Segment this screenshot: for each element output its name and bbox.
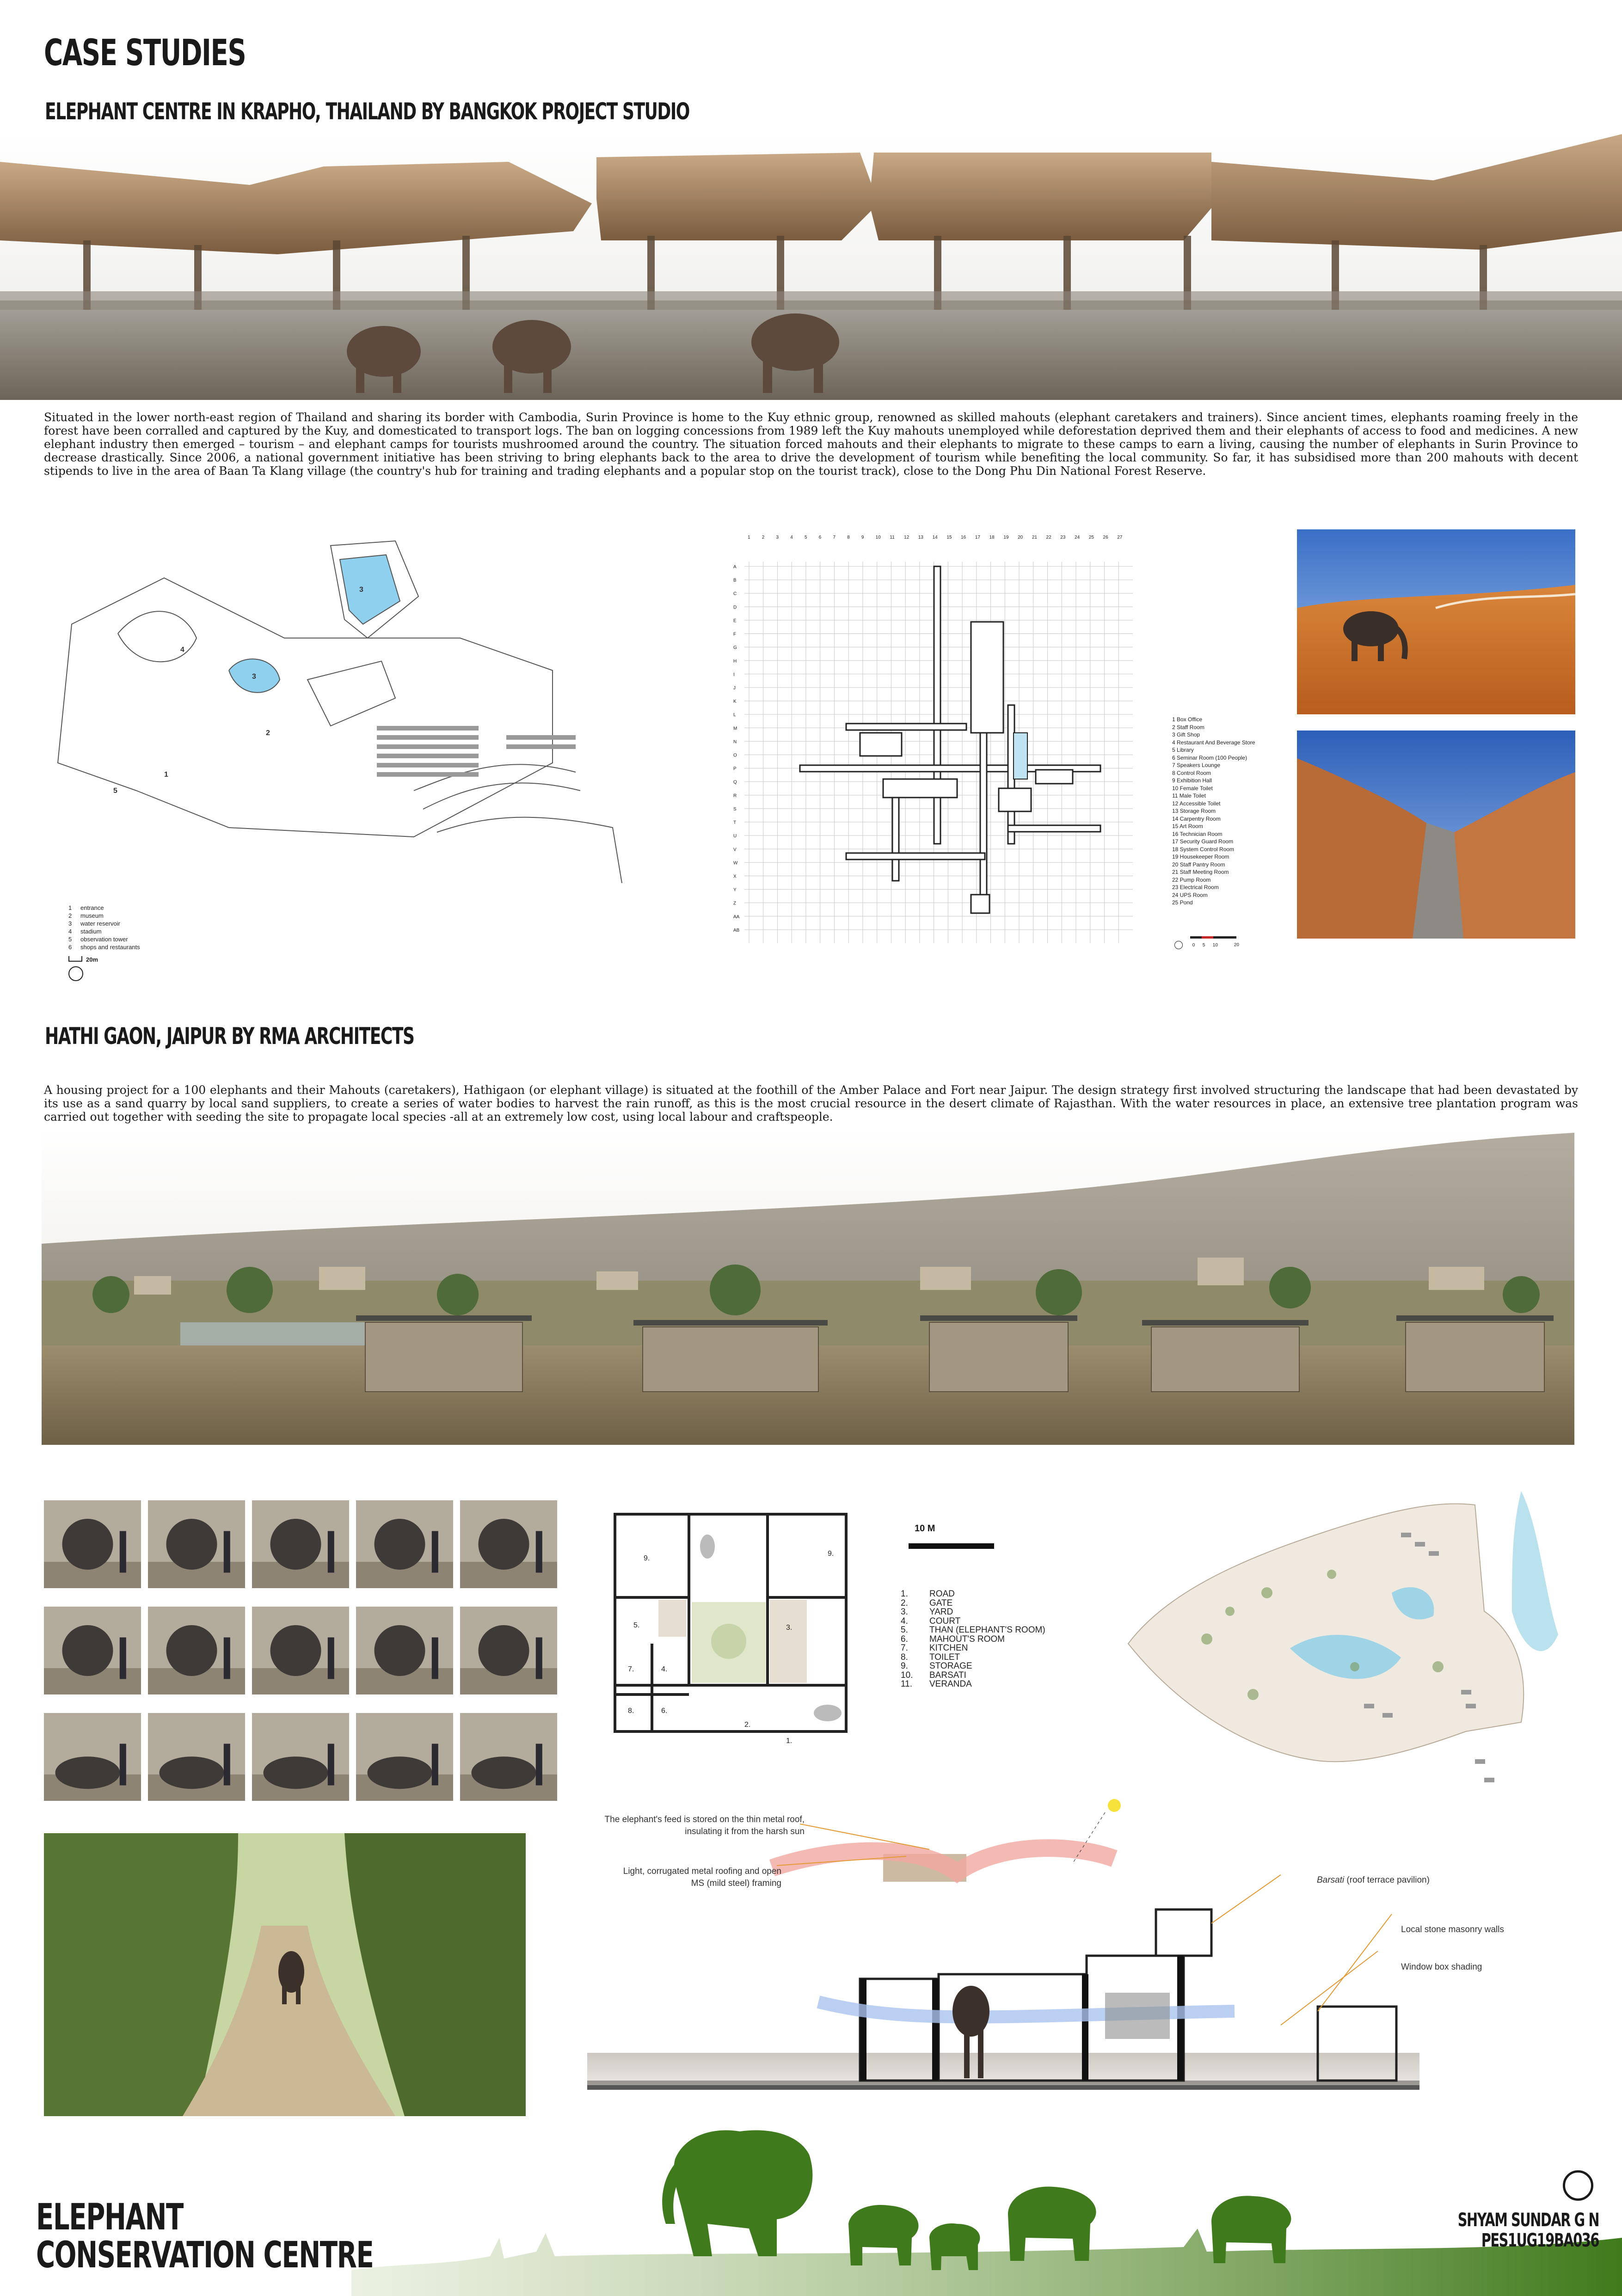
krapho-site-plan xyxy=(44,532,673,948)
hathigaon-path-photo xyxy=(44,1833,526,2116)
legend-item: 3 water reservoir xyxy=(68,920,120,927)
elephant-photo-tile xyxy=(44,1500,141,1588)
study2-heading: HATHI GAON, JAIPUR BY RMA ARCHITECTS xyxy=(45,1023,414,1050)
legend-item: 2 Staff Room xyxy=(1172,724,1204,731)
legend-item: 7 Speakers Lounge xyxy=(1172,762,1221,768)
legend-item: 21 Staff Meeting Room xyxy=(1172,869,1229,875)
legend-item: 6 Seminar Room (100 People) xyxy=(1172,754,1247,761)
grid-row-label: R xyxy=(733,793,737,798)
grid-row-label: O xyxy=(733,753,737,758)
grid-column-label: 5 xyxy=(804,535,807,540)
grid-column-label: 19 xyxy=(1003,535,1009,540)
elephant-silhouette-banner xyxy=(351,2099,1622,2296)
legend-item: 7. KITCHEN xyxy=(901,1643,968,1653)
grid-column-label: 9 xyxy=(861,535,864,540)
north-arrow-icon xyxy=(68,966,83,981)
site-label-5: 5 xyxy=(113,787,117,795)
grid-row-label: M xyxy=(733,726,737,731)
legend-item: 17 Security Guard Room xyxy=(1172,838,1234,845)
study1-paragraph: Situated in the lower north-east region of Thailand and sharing its border with Cambodia, Surin Province is home to the Kuy ethnic group, renowned as skilled mahouts (elephant caretakers and trainers). Since ancient times, elephants roaming freely in the forest have been corralled and captured by the Kuy, and domesticated to transport logs. The ban on logging concessions from 1989 left the Kuy mahouts unemployed while deforestation deprived them and their elephants of access to food and medicines. A new elephant industry then emerged – tourism – and elephant camps for tourists mushroomed around the country. The situation forced mahouts and their elephants to migrate to these camps to earn a living, causing the number of elephants in Surin Province to decrease drastically. Since 2006, a national government initiative has been striving to bring elephants back to the area to drive the development of tourism while benefiting the local community. So far, it has subsidised more than 200 mahouts with decent stipends to live in the area of Baan Ta Klang village (the country's hub for training and trading elephants and a popular stop on the tourist track), close to the Dong Phu Din National Forest Reserve. xyxy=(44,411,1578,478)
plan-room-label: 6. xyxy=(661,1707,668,1715)
hathigaon-section-drawing xyxy=(587,1794,1577,2099)
hathigaon-unit-plan xyxy=(610,1510,851,1745)
grid-row-label: P xyxy=(733,766,737,772)
legend-item: 23 Electrical Room xyxy=(1172,884,1219,890)
legend-item: 20 Staff Pantry Room xyxy=(1172,861,1225,868)
legend-item: 1. ROAD xyxy=(901,1589,955,1599)
legend-item: 9. STORAGE xyxy=(901,1661,972,1671)
grid-column-label: 14 xyxy=(932,535,938,540)
grid-row-label: A xyxy=(733,565,737,570)
scale-bar-icon xyxy=(68,956,82,962)
legend-item: 19 Housekeeper Room xyxy=(1172,853,1229,860)
legend-item: 3 Gift Shop xyxy=(1172,731,1200,738)
elephant-photo-tile xyxy=(460,1500,557,1588)
legend-item: 2. GATE xyxy=(901,1598,953,1608)
floor-plan-legend xyxy=(1172,716,1255,907)
grid-row-label: N xyxy=(733,739,737,745)
legend-item: 5 Library xyxy=(1172,747,1194,753)
grid-column-label: 24 xyxy=(1075,535,1080,540)
grid-row-label: H xyxy=(733,658,737,664)
plan-room-label: 4. xyxy=(661,1665,668,1673)
grid-row-label: Q xyxy=(733,780,737,785)
unit-plan-legend xyxy=(901,1590,1045,1689)
site-label-3a: 3 xyxy=(359,586,363,594)
grid-column-label: 21 xyxy=(1032,535,1037,540)
legend-item: 11. VERANDA xyxy=(901,1679,972,1689)
footer-author: SHYAM SUNDAR G N xyxy=(1457,2210,1599,2231)
footer-author-block xyxy=(1458,2210,1599,2251)
grid-column-label: 26 xyxy=(1103,535,1108,540)
grid-row-label: U xyxy=(733,834,737,839)
plan-room-label: 5. xyxy=(633,1621,640,1629)
footer-title-line1: ELEPHANT xyxy=(36,2197,183,2238)
elephant-photo-tile xyxy=(356,1607,453,1694)
grid-column-label: 2 xyxy=(762,535,765,540)
page-title: CASE STUDIES xyxy=(44,32,246,74)
grid-row-label: B xyxy=(733,578,737,583)
plan-room-label: 8. xyxy=(628,1707,634,1715)
grid-row-label: E xyxy=(733,618,737,624)
study1-heading: ELEPHANT CENTRE IN KRAPHO, THAILAND BY BANGKOK PROJECT STUDIO xyxy=(45,98,689,125)
legend-item: 10 Female Toilet xyxy=(1172,785,1213,792)
grid-column-label: 22 xyxy=(1046,535,1051,540)
grid-column-label: 13 xyxy=(918,535,924,540)
site-scale-label: 20m xyxy=(86,956,98,963)
plan-room-label: 9. xyxy=(644,1554,650,1562)
grid-row-label: T xyxy=(733,820,737,826)
grid-row-label: Y xyxy=(733,887,737,893)
grid-column-label: 18 xyxy=(989,535,995,540)
grid-row-label: K xyxy=(733,699,737,705)
plan-room-label: 1. xyxy=(786,1737,793,1745)
legend-item: 4. COURT xyxy=(901,1616,961,1626)
grid-row-label: D xyxy=(733,605,737,610)
legend-item: 12 Accessible Toilet xyxy=(1172,800,1221,807)
legend-item: 2 museum xyxy=(68,912,104,919)
grid-row-label: W xyxy=(733,860,738,866)
elephant-photo-tile xyxy=(252,1713,349,1801)
elephant-photo-tile xyxy=(460,1607,557,1694)
grid-row-label: L xyxy=(733,712,736,718)
elephant-photo-tile xyxy=(252,1607,349,1694)
legend-item: 6. MAHOUT'S ROOM xyxy=(901,1634,1005,1644)
elephant-photo-tile xyxy=(356,1500,453,1588)
site-label-1: 1 xyxy=(164,771,168,779)
grid-row-label: V xyxy=(733,847,737,853)
plan-room-label: 2. xyxy=(744,1721,751,1729)
hathigaon-elephant-photo-grid xyxy=(44,1500,566,1801)
site-plan-legend xyxy=(68,904,140,983)
legend-item: 6 shops and restaurants xyxy=(68,944,140,951)
hathigaon-panorama-photo xyxy=(42,1128,1574,1445)
section-note-shading: Window box shading xyxy=(1401,1962,1482,1972)
grid-row-label: Z xyxy=(733,901,737,906)
grid-row-label: AA xyxy=(733,914,740,920)
elephant-photo-tile xyxy=(44,1607,141,1694)
legend-item: 4 Restaurant And Beverage Store xyxy=(1172,739,1255,746)
grid-column-label: 15 xyxy=(946,535,952,540)
legend-item: 24 UPS Room xyxy=(1172,891,1208,898)
legend-item: 4 stadium xyxy=(68,928,102,935)
grid-column-label: 23 xyxy=(1060,535,1066,540)
grid-column-label: 10 xyxy=(875,535,881,540)
legend-item: 11 Male Toilet xyxy=(1172,792,1206,799)
elephant-photo-tile xyxy=(356,1713,453,1801)
footer-title xyxy=(36,2198,373,2274)
study2-paragraph: A housing project for a 100 elephants and their Mahouts (caretakers), Hathigaon (or elephant village) is situated at the foothill of the Amber Palace and Fort near Jaipur. The design strategy first involved structuring the landscape that had been devastated by its use as a sand quarry by local sand suppliers, to create a series of water bodies to harvest the rain runoff, as this is the most crucial resource in the desert climate of Rajasthan. With the water resources in place, an extensive tree plantation program was carried out together with seeding the site to propagate local species -all at an extremely low cost, using local labour and craftspeople. xyxy=(44,1083,1578,1123)
section-note-walls: Local stone masonry walls xyxy=(1401,1925,1504,1934)
grid-row-label: J xyxy=(733,685,736,691)
legend-item: 9 Exhibition Hall xyxy=(1172,777,1212,784)
site-label-2: 2 xyxy=(266,729,270,737)
legend-item: 10. BARSATI xyxy=(901,1670,966,1680)
grid-row-label: S xyxy=(733,806,737,812)
elephant-photo-tile xyxy=(148,1607,245,1694)
elephant-photo-tile xyxy=(460,1713,557,1801)
legend-item: 3. YARD xyxy=(901,1607,953,1617)
hathigaon-master-plan xyxy=(1114,1473,1577,1824)
grid-column-label: 12 xyxy=(904,535,909,540)
legend-item: 25 Pond xyxy=(1172,899,1193,906)
plan-room-label: 7. xyxy=(628,1665,634,1673)
grid-column-label: 16 xyxy=(961,535,966,540)
legend-item: 13 Storage Room xyxy=(1172,808,1216,814)
floor-plan-scale: 0 5 10 20 xyxy=(1174,941,1239,949)
grid-column-label: 6 xyxy=(818,535,822,540)
plan-scale-label: 10 M xyxy=(915,1523,935,1534)
legend-item: 1 entrance xyxy=(68,904,104,911)
grid-column-label: 3 xyxy=(776,535,779,540)
section-note-barsati: Barsati (roof terrace pavilion) xyxy=(1317,1875,1430,1885)
legend-item: 15 Art Room xyxy=(1172,823,1203,829)
elephant-photo-tile xyxy=(148,1500,245,1588)
legend-item: 5 observation tower xyxy=(68,936,128,943)
legend-item: 5. THAN (ELEPHANT'S ROOM) xyxy=(901,1625,1045,1635)
grid-column-label: 17 xyxy=(975,535,980,540)
grid-column-label: 20 xyxy=(1018,535,1023,540)
krapho-hero-photo xyxy=(0,134,1622,400)
grid-column-label: 4 xyxy=(790,535,793,540)
grid-row-label: I xyxy=(733,672,735,677)
grid-row-label: AB xyxy=(733,927,740,933)
plan-room-label: 9. xyxy=(828,1550,834,1558)
elephant-photo-tile xyxy=(252,1500,349,1588)
grid-row-label: C xyxy=(733,591,737,597)
grid-column-label: 27 xyxy=(1117,535,1123,540)
scale-bar-icon xyxy=(1190,936,1236,939)
footer-title-line2: CONSERVATION CENTRE xyxy=(36,2235,374,2276)
site-label-3b: 3 xyxy=(252,673,256,681)
section-note-feed: The elephant's feed is stored on the thin metal roof, insulating it from the harsh sun xyxy=(604,1815,805,1836)
grid-column-label: 11 xyxy=(890,535,895,540)
logo-circle-icon xyxy=(1563,2170,1593,2201)
legend-item: 22 Pump Room xyxy=(1172,876,1211,883)
legend-item: 16 Technician Room xyxy=(1172,830,1223,837)
legend-item: 1 Box Office xyxy=(1172,716,1203,723)
krapho-walls-photo xyxy=(1297,731,1575,939)
grid-row-label: G xyxy=(733,645,737,651)
grid-column-label: 25 xyxy=(1088,535,1094,540)
legend-item: 8. TOILET xyxy=(901,1652,960,1662)
elephant-photo-tile xyxy=(148,1713,245,1801)
site-label-4: 4 xyxy=(180,646,184,654)
section-note-roofing: Light, corrugated metal roofing and open MS (mild steel) framing xyxy=(623,1866,781,1888)
elephant-photo-tile xyxy=(44,1713,141,1801)
legend-item: 14 Carpentry Room xyxy=(1172,815,1221,822)
grid-column-label: 1 xyxy=(748,535,750,540)
grid-column-label: 7 xyxy=(833,535,836,540)
scale-bar-icon xyxy=(909,1543,994,1549)
grid-row-label: F xyxy=(733,632,737,637)
grid-column-label: 8 xyxy=(847,535,850,540)
legend-item: 18 System Control Room xyxy=(1172,846,1235,853)
grid-row-label: X xyxy=(733,874,737,879)
north-arrow-icon xyxy=(1174,941,1183,949)
plan-room-label: 3. xyxy=(786,1624,793,1632)
legend-item: 8 Control Room xyxy=(1172,769,1211,776)
krapho-elephant-photo xyxy=(1297,529,1575,714)
footer-id: PES1UG19BA036 xyxy=(1481,2230,1599,2251)
